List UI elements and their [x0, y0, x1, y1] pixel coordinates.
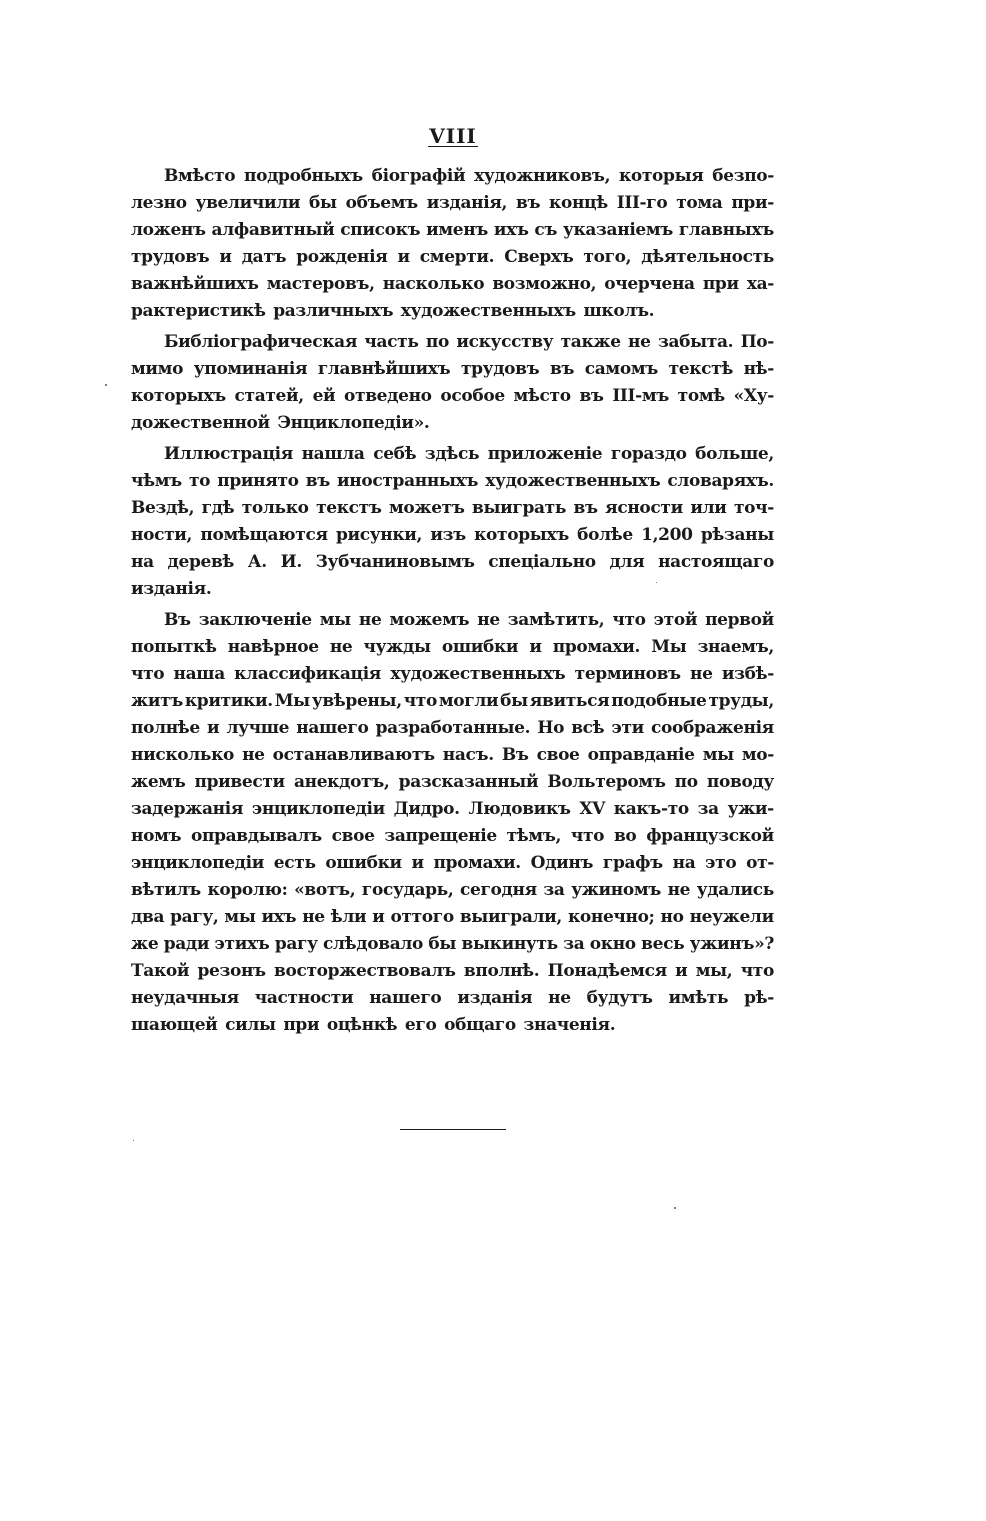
text-line: рактеристикѣ различныхъ художественныхъ школъ.: [131, 301, 655, 321]
text-line: житъ критики. Мы увѣрены, что могли бы явиться подобные труды,: [131, 691, 774, 711]
text-line: номъ оправдывалъ свое запрещеніе тѣмъ, что во французской: [131, 826, 774, 846]
text-line: ложенъ алфавитный списокъ именъ ихъ съ указаніемъ главныхъ: [131, 220, 774, 240]
text-line: трудовъ и датъ рожденія и смерти. Сверхъ того, дѣятельность: [131, 247, 774, 267]
text-line: неудачныя частности нашего изданія не будутъ имѣть рѣ-: [131, 988, 774, 1008]
text-line: чѣмъ то принято въ иностранныхъ художественныхъ словаряхъ.: [131, 471, 774, 491]
text-line: которыхъ статей, ей отведено особое мѣсто въ III-мъ томѣ «Ху-: [131, 386, 774, 406]
text-line: Библіографическая часть по искусству также не забыта. По-: [164, 332, 774, 352]
text-line: шающей силы при оцѣнкѣ его общаго значенія.: [131, 1015, 616, 1035]
text-line: Въ заключеніе мы не можемъ не замѣтить, что этой первой: [164, 610, 774, 630]
text-line: Такой резонъ восторжествовалъ вполнѣ. Понадѣемся и мы, что: [131, 961, 774, 981]
text-line: важнѣйшихъ мастеровъ, насколько возможно, очерчена при ха-: [131, 274, 774, 294]
text-line: энциклопедіи есть ошибки и промахи. Одинъ графъ на это от-: [131, 853, 774, 873]
text-line: жемъ привести анекдотъ, разсказанный Вольтеромъ по поводу: [131, 772, 774, 792]
text-line: дожественной Энциклопедіи».: [131, 413, 430, 433]
paragraph: [131, 329, 774, 437]
text-line: что наша классификація художественныхъ терминовъ не избѣ-: [131, 664, 774, 684]
text-line: мимо упоминанія главнѣйшихъ трудовъ въ самомъ текстѣ нѣ-: [131, 359, 774, 379]
body-text: [131, 163, 774, 1039]
text-line: на деревѣ А. И. Зубчаниновымъ спеціально для настоящаго: [131, 552, 774, 572]
paragraph: [131, 441, 774, 603]
text-line: Вездѣ, гдѣ только текстъ можетъ выиграть въ ясности или точ-: [131, 498, 774, 518]
scan-speck: [133, 1140, 134, 1141]
text-line: изданія.: [131, 579, 212, 599]
text-line: Вмѣсто подробныхъ біографій художниковъ, которыя безпо-: [164, 166, 774, 186]
paragraph: [131, 607, 774, 1039]
text-line: два рагу, мы ихъ не ѣли и оттого выиграли, конечно; но неужели: [131, 907, 774, 927]
scan-speck: [105, 384, 107, 386]
scan-speck: [674, 1207, 676, 1209]
text-line: полнѣе и лучше нашего разработанные. Но всѣ эти соображенія: [131, 718, 774, 738]
text-line: попыткѣ навѣрное не чужды ошибки и промахи. Мы знаемъ,: [131, 637, 774, 657]
closing-rule: [400, 1129, 506, 1130]
text-line: же ради этихъ рагу слѣдовало бы выкинуть за окно весь ужинъ»?: [131, 934, 774, 954]
text-line: задержанія энциклопедіи Дидро. Людовикъ XV какъ-то за ужи-: [131, 799, 774, 819]
page-number: VIII: [429, 124, 477, 148]
text-line: нисколько не останавливаютъ насъ. Въ свое оправданіе мы мо-: [131, 745, 774, 765]
paragraph: [131, 163, 774, 325]
scan-speck: [656, 582, 657, 583]
text-line: ности, помѣщаются рисунки, изъ которыхъ болѣе 1,200 рѣзаны: [131, 525, 774, 545]
text-line: вѣтилъ королю: «вотъ, государь, сегодня за ужиномъ не удались: [131, 880, 774, 900]
page-number-rule: [428, 146, 478, 147]
text-line: лезно увеличили бы объемъ изданія, въ концѣ III-го тома при-: [131, 193, 774, 213]
text-line: Иллюстрація нашла себѣ здѣсь приложеніе гораздо больше,: [164, 444, 774, 464]
